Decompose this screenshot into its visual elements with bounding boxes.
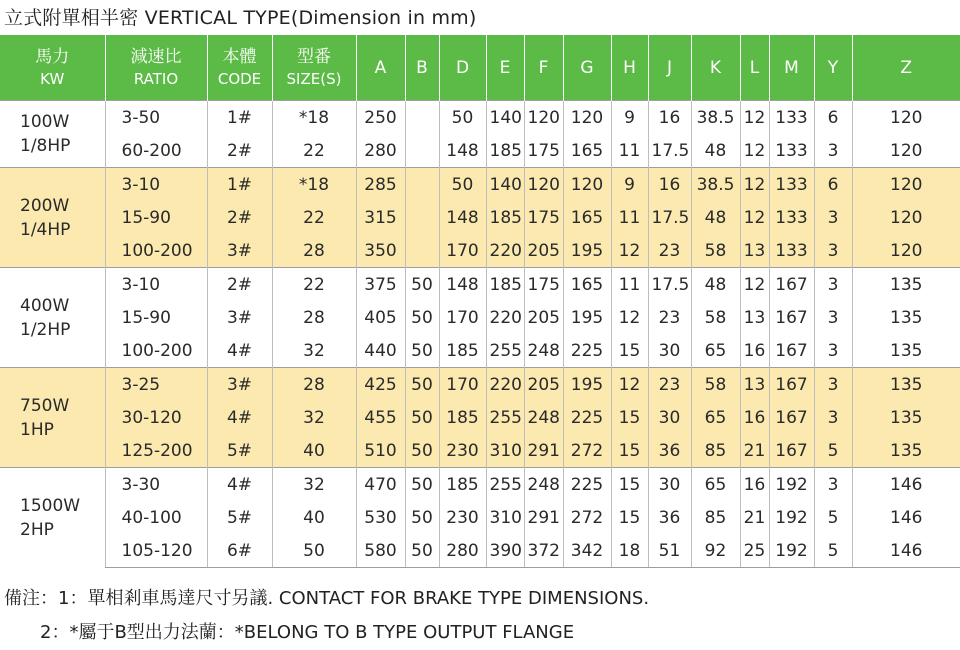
ratio-cell: 125-200 — [105, 434, 207, 468]
column-header-zh: 型番 — [297, 46, 331, 67]
table-cell: 291 — [524, 434, 563, 468]
table-cell: 375 — [356, 268, 405, 302]
power-value: 1/2HP — [20, 319, 71, 340]
table-row — [0, 501, 960, 534]
table-cell: 3# — [207, 301, 272, 334]
table-cell: 165 — [563, 134, 611, 168]
table-cell: 11 — [611, 268, 648, 302]
power-value: 200W — [20, 195, 70, 216]
power-value: 400W — [20, 295, 70, 316]
power-value: 1HP — [20, 419, 54, 440]
table-cell: 18 — [611, 534, 648, 568]
column-header-14: M — [769, 35, 814, 101]
table-cell: 92 — [691, 534, 740, 568]
column-header-5: B — [405, 35, 439, 101]
table-cell: 175 — [524, 134, 563, 168]
table-cell: 146 — [852, 501, 960, 534]
table-cell: 185 — [486, 268, 524, 302]
table-row — [0, 134, 960, 168]
table-cell: 15 — [611, 334, 648, 368]
table-cell: 12 — [740, 134, 769, 168]
table-cell: 50 — [405, 301, 439, 334]
table-cell: 133 — [769, 101, 814, 135]
column-header-13: L — [740, 35, 769, 101]
table-cell: 16 — [648, 168, 691, 202]
table-cell: 30 — [648, 468, 691, 502]
table-cell: 120 — [852, 101, 960, 135]
table-row — [0, 301, 960, 334]
table-cell: 30 — [648, 334, 691, 368]
table-row — [0, 268, 960, 302]
table-cell: 3 — [814, 334, 852, 368]
table-cell: *18 — [272, 101, 356, 135]
table-cell: 148 — [439, 201, 486, 234]
table-cell: 205 — [524, 301, 563, 334]
table-cell: 6 — [814, 101, 852, 135]
table-cell: 9 — [611, 101, 648, 135]
table-cell: 50 — [439, 168, 486, 202]
page-title: 立式附單相半密 VERTICAL TYPE(Dimension in mm) — [4, 7, 477, 29]
table-cell: 6 — [814, 168, 852, 202]
table-cell: 50 — [405, 501, 439, 534]
table-cell: 167 — [769, 301, 814, 334]
power-cell — [0, 101, 105, 168]
table-cell: 17.5 — [648, 268, 691, 302]
column-header-10: H — [611, 35, 648, 101]
table-cell: 3 — [814, 368, 852, 402]
ratio-cell: 15-90 — [105, 301, 207, 334]
table-cell: 23 — [648, 368, 691, 402]
power-cell — [0, 268, 105, 368]
table-cell: 13 — [740, 368, 769, 402]
table-cell: 310 — [486, 501, 524, 534]
table-cell: 310 — [486, 434, 524, 468]
column-header-2 — [207, 35, 272, 101]
table-cell: 40 — [272, 501, 356, 534]
table-cell: 1# — [207, 168, 272, 202]
table-cell: 120 — [563, 168, 611, 202]
table-cell: 1# — [207, 101, 272, 135]
table-cell: 140 — [486, 101, 524, 135]
table-cell: 133 — [769, 168, 814, 202]
table-row — [0, 468, 960, 502]
table-cell: 405 — [356, 301, 405, 334]
column-header-0 — [0, 35, 105, 101]
table-cell: 272 — [563, 434, 611, 468]
table-cell: 50 — [405, 434, 439, 468]
table-cell: 15 — [611, 468, 648, 502]
column-header-zh: 減速比 — [130, 46, 182, 67]
table-cell: 58 — [691, 234, 740, 268]
table-cell: 440 — [356, 334, 405, 368]
table-row — [0, 101, 960, 135]
column-header-zh: 本體 — [222, 46, 257, 67]
column-header-11: J — [648, 35, 691, 101]
table-cell: 17.5 — [648, 134, 691, 168]
table-cell: 12 — [740, 168, 769, 202]
column-header-15: Y — [814, 35, 852, 101]
table-cell: 255 — [486, 334, 524, 368]
table-cell — [405, 168, 439, 202]
table-cell: 135 — [852, 268, 960, 302]
column-header-9: G — [563, 35, 611, 101]
table-cell: 3 — [814, 201, 852, 234]
table-cell: 140 — [486, 168, 524, 202]
table-cell: 135 — [852, 434, 960, 468]
table-cell: 3 — [814, 401, 852, 434]
ratio-cell: 15-90 — [105, 201, 207, 234]
table-cell: 9 — [611, 168, 648, 202]
table-cell: 165 — [563, 268, 611, 302]
table-cell: 255 — [486, 401, 524, 434]
table-row — [0, 434, 960, 468]
table-cell: 220 — [486, 301, 524, 334]
table-cell: 230 — [439, 501, 486, 534]
table-cell — [405, 101, 439, 135]
table-cell: 22 — [272, 201, 356, 234]
table-cell: 11 — [611, 201, 648, 234]
column-header-zh: 馬力 — [35, 46, 70, 67]
table-cell: 135 — [852, 368, 960, 402]
ratio-cell: 100-200 — [105, 234, 207, 268]
table-cell: 530 — [356, 501, 405, 534]
table-cell: 65 — [691, 401, 740, 434]
table-cell: 30 — [648, 401, 691, 434]
table-cell: 12 — [611, 234, 648, 268]
table-cell: 50 — [272, 534, 356, 568]
table-cell: 372 — [524, 534, 563, 568]
table-cell: 65 — [691, 334, 740, 368]
ratio-cell: 3-50 — [105, 101, 207, 135]
table-cell: 5 — [814, 501, 852, 534]
table-cell: 28 — [272, 301, 356, 334]
table-cell: 170 — [439, 368, 486, 402]
table-cell: 185 — [486, 201, 524, 234]
table-cell: 133 — [769, 234, 814, 268]
table-cell: 148 — [439, 134, 486, 168]
column-header-4: A — [356, 35, 405, 101]
table-cell: 50 — [405, 468, 439, 502]
table-cell: 195 — [563, 234, 611, 268]
table-cell: 58 — [691, 368, 740, 402]
table-cell: 195 — [563, 368, 611, 402]
table-cell: 280 — [439, 534, 486, 568]
table-cell: 15 — [611, 401, 648, 434]
table-cell: 255 — [486, 468, 524, 502]
table-cell: 133 — [769, 201, 814, 234]
table-cell: 32 — [272, 401, 356, 434]
power-value: 100W — [20, 112, 70, 132]
table-cell: 3# — [207, 234, 272, 268]
table-cell: 342 — [563, 534, 611, 568]
table-body — [0, 101, 960, 568]
table-cell: 2# — [207, 201, 272, 234]
table-cell — [405, 134, 439, 168]
table-cell: 48 — [691, 134, 740, 168]
table-cell: 425 — [356, 368, 405, 402]
table-cell: 120 — [524, 101, 563, 135]
table-cell: 3 — [814, 134, 852, 168]
ratio-cell: 30-120 — [105, 401, 207, 434]
table-cell: 12 — [740, 101, 769, 135]
table-cell: 3 — [814, 468, 852, 502]
table-cell: 225 — [563, 401, 611, 434]
table-cell: 167 — [769, 268, 814, 302]
power-cell — [0, 468, 105, 568]
dimension-table — [0, 34, 960, 568]
column-header-en: KW — [40, 69, 65, 88]
table-cell: 15 — [611, 434, 648, 468]
table-cell: 3 — [814, 268, 852, 302]
table-cell: 38.5 — [691, 101, 740, 135]
ratio-cell: 3-10 — [105, 168, 207, 202]
table-cell: 250 — [356, 101, 405, 135]
table-cell: 248 — [524, 334, 563, 368]
table-cell: 510 — [356, 434, 405, 468]
table-cell: 85 — [691, 501, 740, 534]
note-brake-dimensions: 備注：1：單相剎車馬達尺寸另議. CONTACT FOR BRAKE TYPE DIMENSIONS. — [4, 588, 650, 609]
table-cell: 185 — [486, 134, 524, 168]
column-header-en: CODE — [217, 69, 262, 88]
table-row — [0, 401, 960, 434]
table-cell: 28 — [272, 234, 356, 268]
table-cell: 170 — [439, 234, 486, 268]
table-cell: 225 — [563, 334, 611, 368]
table-cell: 170 — [439, 301, 486, 334]
table-cell: 120 — [563, 101, 611, 135]
ratio-cell: 100-200 — [105, 334, 207, 368]
table-cell: 315 — [356, 201, 405, 234]
table-cell: 3 — [814, 301, 852, 334]
table-cell: 470 — [356, 468, 405, 502]
note-b-type-flange: 2：*屬于B型出力法蘭：*BELONG TO B TYPE OUTPUT FLANGE — [40, 622, 575, 643]
column-header-en: SIZE(S) — [286, 69, 342, 88]
table-cell: 22 — [272, 268, 356, 302]
table-cell: 40 — [272, 434, 356, 468]
table-cell: 167 — [769, 401, 814, 434]
table-cell: 165 — [563, 201, 611, 234]
column-header-en: RATIO — [133, 69, 179, 88]
ratio-cell: 3-30 — [105, 468, 207, 502]
table-cell: 51 — [648, 534, 691, 568]
table-cell: 16 — [740, 401, 769, 434]
table-cell: 50 — [405, 368, 439, 402]
table-cell: 23 — [648, 301, 691, 334]
column-header-8: F — [524, 35, 563, 101]
table-cell: 135 — [852, 334, 960, 368]
table-cell: 248 — [524, 401, 563, 434]
table-cell: 50 — [405, 534, 439, 568]
table-cell: 50 — [405, 401, 439, 434]
table-cell: 185 — [439, 468, 486, 502]
column-header-16: Z — [852, 35, 960, 101]
table-cell: 13 — [740, 234, 769, 268]
table-cell: 220 — [486, 368, 524, 402]
column-header-1 — [105, 35, 207, 101]
column-header-3 — [272, 35, 356, 101]
table-cell: 2# — [207, 134, 272, 168]
table-cell: 12 — [611, 301, 648, 334]
table-cell: 58 — [691, 301, 740, 334]
ratio-cell: 105-120 — [105, 534, 207, 568]
table-cell: 36 — [648, 501, 691, 534]
power-value: 750W — [20, 395, 70, 416]
table-cell: 455 — [356, 401, 405, 434]
table-row — [0, 334, 960, 368]
table-cell: 4# — [207, 334, 272, 368]
table-cell: 148 — [439, 268, 486, 302]
table-cell: 205 — [524, 234, 563, 268]
ratio-cell: 3-25 — [105, 368, 207, 402]
table-cell: 16 — [740, 334, 769, 368]
table-cell: 205 — [524, 368, 563, 402]
table-cell: 390 — [486, 534, 524, 568]
table-cell: 285 — [356, 168, 405, 202]
ratio-cell: 40-100 — [105, 501, 207, 534]
table-cell: 48 — [691, 201, 740, 234]
table-cell: 135 — [852, 301, 960, 334]
table-cell: 175 — [524, 201, 563, 234]
table-cell: 350 — [356, 234, 405, 268]
table-cell: 280 — [356, 134, 405, 168]
table-cell: 192 — [769, 468, 814, 502]
table-cell: 120 — [852, 201, 960, 234]
table-cell: 192 — [769, 501, 814, 534]
table-cell: 4# — [207, 401, 272, 434]
table-cell: 192 — [769, 534, 814, 568]
table-cell: 32 — [272, 334, 356, 368]
table-cell: 50 — [439, 101, 486, 135]
table-cell: 120 — [524, 168, 563, 202]
table-cell: 17.5 — [648, 201, 691, 234]
table-cell: 2# — [207, 268, 272, 302]
table-cell: 291 — [524, 501, 563, 534]
table-cell: 146 — [852, 534, 960, 568]
table-cell: 15 — [611, 501, 648, 534]
table-cell: 135 — [852, 401, 960, 434]
table-cell: 36 — [648, 434, 691, 468]
table-cell — [405, 201, 439, 234]
table-cell: 272 — [563, 501, 611, 534]
table-cell: 580 — [356, 534, 405, 568]
power-value: 1/8HP — [20, 136, 71, 156]
table-cell: 185 — [439, 401, 486, 434]
table-cell: 16 — [740, 468, 769, 502]
table-row — [0, 534, 960, 568]
table-cell: 4# — [207, 468, 272, 502]
table-cell: 167 — [769, 434, 814, 468]
table-cell: 120 — [852, 234, 960, 268]
power-value: 1500W — [20, 495, 81, 516]
table-cell: 195 — [563, 301, 611, 334]
table-cell: 48 — [691, 268, 740, 302]
table-cell: 230 — [439, 434, 486, 468]
table-cell: 13 — [740, 301, 769, 334]
table-cell: 85 — [691, 434, 740, 468]
table-cell: 185 — [439, 334, 486, 368]
table-cell: 12 — [611, 368, 648, 402]
table-row — [0, 368, 960, 402]
table-cell: 133 — [769, 134, 814, 168]
table-cell: 167 — [769, 334, 814, 368]
table-cell: *18 — [272, 168, 356, 202]
table-cell: 16 — [648, 101, 691, 135]
table-cell: 120 — [852, 168, 960, 202]
table-cell: 6# — [207, 534, 272, 568]
table-row — [0, 234, 960, 268]
column-header-7: E — [486, 35, 524, 101]
power-value: 2HP — [20, 519, 54, 540]
table-cell: 11 — [611, 134, 648, 168]
table-cell: 50 — [405, 268, 439, 302]
table-row — [0, 168, 960, 202]
table-cell: 220 — [486, 234, 524, 268]
table-cell: 23 — [648, 234, 691, 268]
table-cell: 225 — [563, 468, 611, 502]
ratio-cell: 3-10 — [105, 268, 207, 302]
table-header-row — [0, 35, 960, 101]
table-cell: 21 — [740, 434, 769, 468]
table-cell: 5# — [207, 501, 272, 534]
power-cell — [0, 368, 105, 468]
ratio-cell: 60-200 — [105, 134, 207, 168]
table-cell: 28 — [272, 368, 356, 402]
table-cell: 146 — [852, 468, 960, 502]
table-cell: 38.5 — [691, 168, 740, 202]
table-cell: 12 — [740, 201, 769, 234]
table-cell — [405, 234, 439, 268]
table-cell: 3# — [207, 368, 272, 402]
table-row — [0, 201, 960, 234]
power-value: 1/4HP — [20, 219, 71, 240]
table-cell: 12 — [740, 268, 769, 302]
table-cell: 22 — [272, 134, 356, 168]
table-cell: 32 — [272, 468, 356, 502]
power-cell — [0, 168, 105, 268]
table-cell: 175 — [524, 268, 563, 302]
table-cell: 5 — [814, 434, 852, 468]
table-cell: 120 — [852, 134, 960, 168]
column-header-12: K — [691, 35, 740, 101]
table-cell: 25 — [740, 534, 769, 568]
table-cell: 21 — [740, 501, 769, 534]
table-cell: 167 — [769, 368, 814, 402]
table-cell: 50 — [405, 334, 439, 368]
table-cell: 3 — [814, 234, 852, 268]
table-cell: 5# — [207, 434, 272, 468]
column-header-6: D — [439, 35, 486, 101]
table-cell: 248 — [524, 468, 563, 502]
table-cell: 5 — [814, 534, 852, 568]
notes — [4, 582, 649, 650]
table-cell: 65 — [691, 468, 740, 502]
